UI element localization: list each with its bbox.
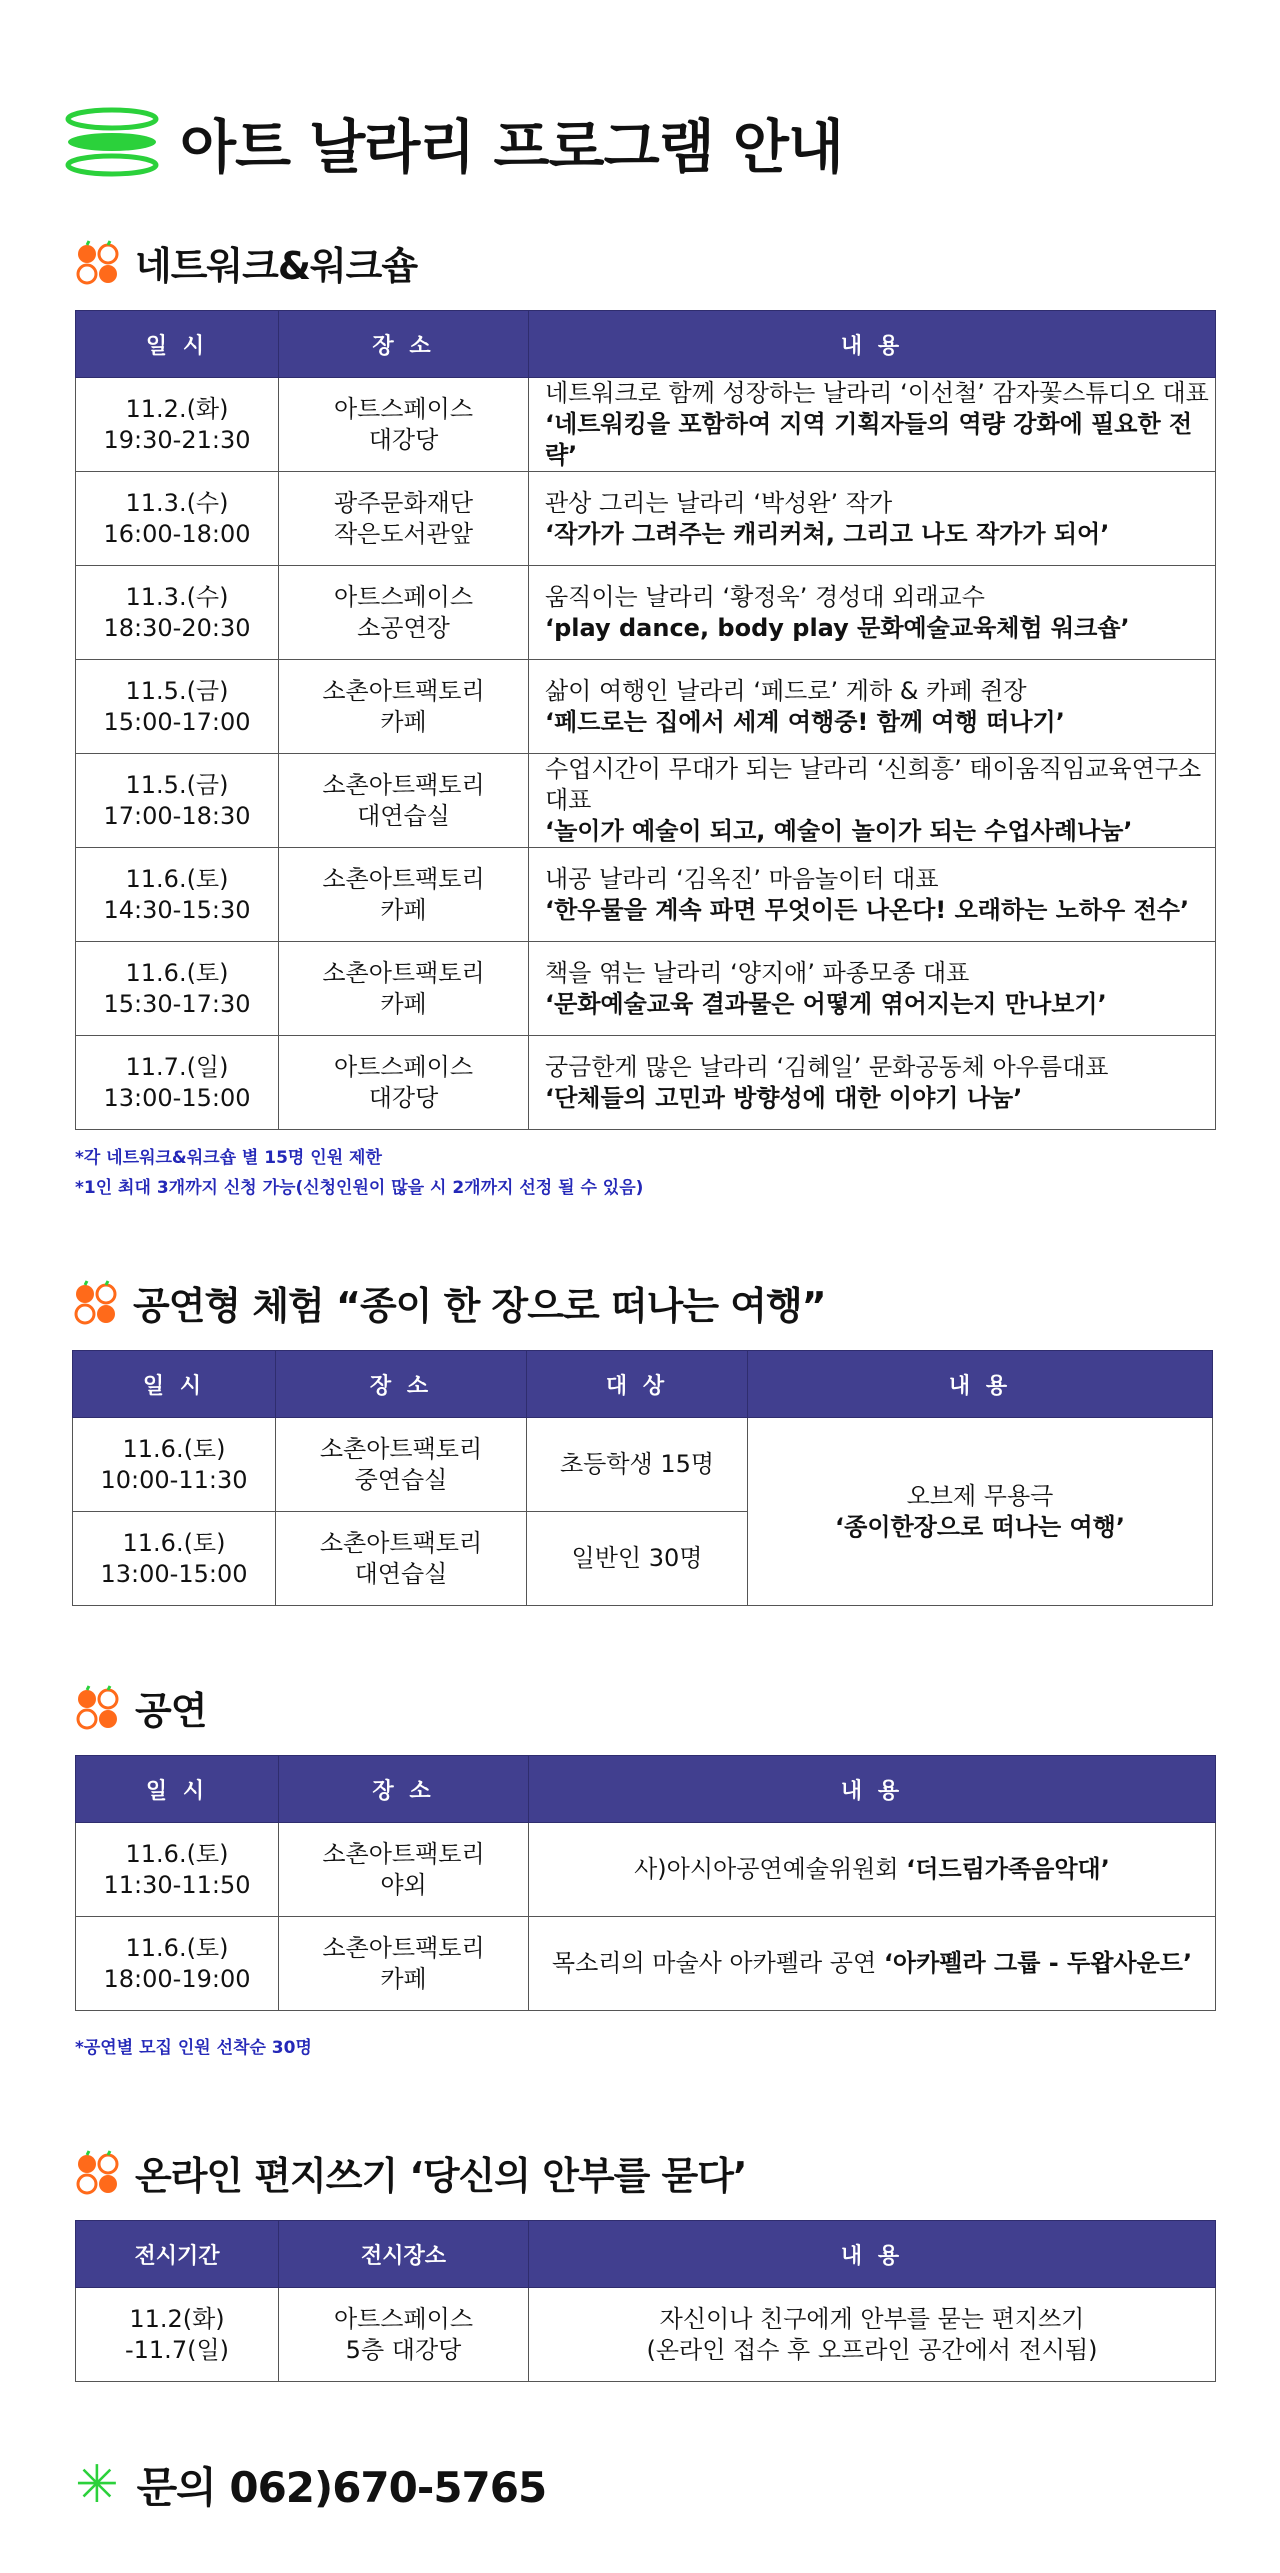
datetime-cell: 11.2.(화) 19:30-21:30 (76, 378, 279, 472)
table-row (76, 1036, 1216, 1130)
place-cell: 소촌아트팩토리 카페 (279, 660, 529, 754)
header-datetime: 일 시 (76, 311, 279, 378)
section-title-concert (75, 1680, 206, 1735)
network-note-1: *각 네트워크&워크숍 별 15명 인원 제한 (75, 1148, 382, 1168)
table-row (76, 754, 1216, 848)
table-row (76, 472, 1216, 566)
datetime-cell: 11.7.(일) 13:00-15:00 (76, 1036, 279, 1130)
place-cell: 아트스페이스 5층 대강당 (279, 2288, 529, 2382)
header-place: 장 소 (279, 311, 529, 378)
table-row (76, 1917, 1216, 2011)
header-content: 내 용 (529, 1756, 1216, 1823)
place-cell: 소촌아트팩토리 대연습실 (276, 1512, 527, 1606)
concert-table (75, 1755, 1216, 2011)
header-target: 대 상 (527, 1351, 748, 1418)
asterisk-icon: ✳ (75, 2455, 119, 2515)
network-table (75, 310, 1216, 1130)
content-cell: 삶이 여행인 날라리 ‘페드로’ 게하 & 카페 쥔장 ‘페드로는 집에서 세계 여행중! 함께 여행 떠나기’ (529, 660, 1216, 754)
apple-icon (75, 1685, 121, 1731)
page-title-block (65, 100, 843, 184)
datetime-cell: 11.6.(토) 13:00-15:00 (73, 1512, 276, 1606)
content-cell: 내공 날라리 ‘김옥진’ 마음놀이터 대표 ‘한우물을 계속 파면 무엇이든 나온다! 오래하는 노하우 전수’ (529, 848, 1216, 942)
table-row (76, 660, 1216, 754)
header-datetime: 일 시 (73, 1351, 276, 1418)
performance-exp-table (72, 1350, 1213, 1606)
table-row (76, 848, 1216, 942)
apple-icon (75, 240, 121, 286)
content-cell: 궁금한게 많은 날라리 ‘김혜일’ 문화공동체 아우름대표 ‘단체들의 고민과 방향성에 대한 이야기 나눔’ (529, 1036, 1216, 1130)
table-row (76, 942, 1216, 1036)
table-header-row (76, 311, 1216, 378)
section-title-text: 네트워크&워크숍 (135, 244, 418, 288)
datetime-cell: 11.3.(수) 18:30-20:30 (76, 566, 279, 660)
table-row (76, 1823, 1216, 1917)
header-location: 전시장소 (279, 2221, 529, 2288)
place-cell: 아트스페이스 소공연장 (279, 566, 529, 660)
contact-text: 문의 062)670-5765 (136, 2463, 547, 2512)
target-cell: 초등학생 15명 (527, 1418, 748, 1512)
period-cell: 11.2(화) -11.7(일) (76, 2288, 279, 2382)
content-cell: 네트워크로 함께 성장하는 날라리 ‘이선철’ 감자꽃스튜디오 대표 ‘네트워킹을 포함하여 지역 기획자들의 역량 강화에 필요한 전략’ (529, 378, 1216, 472)
datetime-cell: 11.5.(금) 17:00-18:30 (76, 754, 279, 848)
datetime-cell: 11.6.(토) 10:00-11:30 (73, 1418, 276, 1512)
table-row (76, 566, 1216, 660)
header-content: 내 용 (748, 1351, 1213, 1418)
datetime-cell: 11.5.(금) 15:00-17:00 (76, 660, 279, 754)
concert-note: *공연별 모집 인원 선착순 30명 (75, 2038, 312, 2058)
place-cell: 광주문화재단 작은도서관앞 (279, 472, 529, 566)
section-title-text: 온라인 편지쓰기 ‘당신의 안부를 묻다’ (135, 2154, 747, 2198)
letter-table (75, 2220, 1216, 2382)
network-note-2: *1인 최대 3개까지 신청 가능(신청인원이 많을 시 2개까지 선정 될 수 있음) (75, 1178, 644, 1198)
section-title-letter (75, 2145, 746, 2200)
table-row (76, 378, 1216, 472)
section-title-text: 공연형 체험 “종이 한 장으로 떠나는 여행” (133, 1284, 826, 1328)
header-datetime: 일 시 (76, 1756, 279, 1823)
header-place: 장 소 (276, 1351, 527, 1418)
place-cell: 소촌아트팩토리 카페 (279, 942, 529, 1036)
section-title-text: 공연 (135, 1689, 207, 1733)
datetime-cell: 11.6.(토) 14:30-15:30 (76, 848, 279, 942)
header-place: 장 소 (279, 1756, 529, 1823)
content-cell: 움직이는 날라리 ‘황정욱’ 경성대 외래교수 ‘play dance, body play 문화예술교육체험 워크숍’ (529, 566, 1216, 660)
content-cell: 사)아시아공연예술위원회 ‘더드림가족음악대’ (529, 1823, 1216, 1917)
header-content: 내 용 (529, 2221, 1216, 2288)
contact-block (75, 2455, 546, 2515)
place-cell: 소촌아트팩토리 카페 (279, 848, 529, 942)
target-cell: 일반인 30명 (527, 1512, 748, 1606)
datetime-cell: 11.6.(토) 18:00-19:00 (76, 1917, 279, 2011)
header-content: 내 용 (529, 311, 1216, 378)
apple-icon (75, 2150, 121, 2196)
table-row (76, 2288, 1216, 2382)
content-cell: 목소리의 마술사 아카펠라 공연 ‘아카펠라 그룹 - 두왑사운드’ (529, 1917, 1216, 2011)
table-header-row (76, 1756, 1216, 1823)
content-cell: 관상 그리는 날라리 ‘박성완’ 작가 ‘작가가 그려주는 캐리커쳐, 그리고 나도 작가가 되어’ (529, 472, 1216, 566)
datetime-cell: 11.6.(토) 15:30-17:30 (76, 942, 279, 1036)
content-cell: 오브제 무용극 ‘종이한장으로 떠나는 여행’ (748, 1418, 1213, 1606)
place-cell: 소촌아트팩토리 야외 (279, 1823, 529, 1917)
table-row (73, 1418, 1213, 1512)
table-header-row (76, 2221, 1216, 2288)
page-title: 아트 날라리 프로그램 안내 (180, 113, 843, 181)
place-cell: 소촌아트팩토리 대연습실 (279, 754, 529, 848)
place-cell: 아트스페이스 대강당 (279, 378, 529, 472)
content-cell: 자신이나 친구에게 안부를 묻는 편지쓰기 (온라인 접수 후 오프라인 공간에서 전시됨) (529, 2288, 1216, 2382)
leaf-logo-icon (65, 107, 160, 177)
table-header-row (73, 1351, 1213, 1418)
place-cell: 소촌아트팩토리 중연습실 (276, 1418, 527, 1512)
place-cell: 소촌아트팩토리 카페 (279, 1917, 529, 2011)
content-cell: 책을 엮는 날라리 ‘양지애’ 파종모종 대표 ‘문화예술교육 결과물은 어떻게 엮어지는지 만나보기’ (529, 942, 1216, 1036)
section-title-performance-exp (73, 1275, 826, 1330)
content-cell: 수업시간이 무대가 되는 날라리 ‘신희흥’ 태이움직임교육연구소 대표 ‘놀이가 예술이 되고, 예술이 놀이가 되는 수업사례나눔’ (529, 754, 1216, 848)
apple-icon (73, 1280, 119, 1326)
datetime-cell: 11.6.(토) 11:30-11:50 (76, 1823, 279, 1917)
place-cell: 아트스페이스 대강당 (279, 1036, 529, 1130)
section-title-network (75, 235, 417, 290)
datetime-cell: 11.3.(수) 16:00-18:00 (76, 472, 279, 566)
header-period: 전시기간 (76, 2221, 279, 2288)
